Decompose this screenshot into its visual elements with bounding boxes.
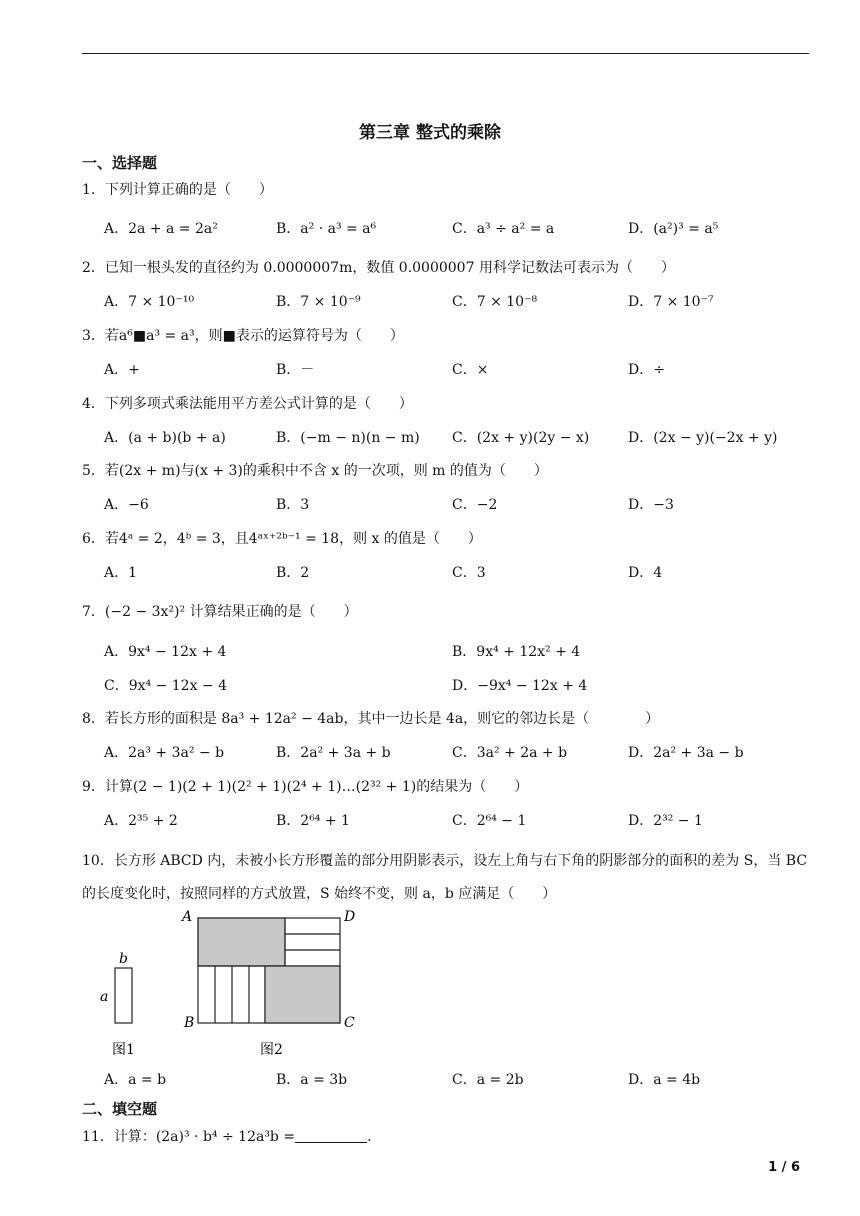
option-10c: C．a = 2b (452, 1072, 524, 1088)
option-6d: D．4 (628, 565, 663, 581)
question-11-stem: 11．计算：(2a)³ · b⁴ ÷ 12a³b = (82, 1129, 296, 1145)
corner-a-label: A (182, 909, 193, 925)
option-3b: B．－ (276, 362, 315, 378)
fig1-a-label: a (100, 989, 109, 1005)
option-3d: D．÷ (628, 362, 665, 378)
question-5: 5．若(2x + m)与(x + 3)的乘积中不含 x 的一次项，则 m 的值为（ ） (82, 463, 548, 479)
page-number: 1 / 6 (768, 1160, 800, 1175)
option-10d: D．a = 4b (628, 1072, 701, 1088)
question-10: 10．长方形 ABCD 内，未被小长方形覆盖的部分用阴影表示，设左上角与右下角的阴影部分的面积的差为 S，当 BC 的长度变化时，按照同样的方式放置，S 始终不变，则 a，b 应满足（ ） (82, 853, 808, 902)
option-5d: D．−3 (628, 497, 674, 513)
fig1-small-rectangle (115, 968, 132, 1023)
option-4a: A．(a + b)(b + a) (104, 430, 226, 446)
fig1-b-label: b (119, 951, 128, 967)
option-5a: A．−6 (104, 497, 149, 513)
option-9b: B．2⁶⁴ + 1 (276, 813, 350, 829)
fig2-shaded-top-left (198, 918, 285, 966)
option-2d: D．7 × 10⁻⁷ (628, 294, 714, 310)
option-3c: C．× (452, 362, 489, 378)
option-1c: C．a³ ÷ a² = a (452, 221, 555, 237)
question-11: 11．计算：(2a)³ · b⁴ ÷ 12a³b = . (82, 1129, 372, 1145)
option-1b: B．a² · a³ = a⁶ (276, 221, 377, 237)
option-1a: A．2a + a = 2a² (104, 221, 218, 237)
option-3a: A．+ (104, 362, 140, 378)
rectangle-figure (98, 906, 378, 1066)
section-heading-fill: 二、填空题 (82, 1100, 158, 1118)
corner-d-label: D (344, 909, 356, 925)
option-8a: A．2a³ + 3a² − b (104, 745, 225, 761)
option-6a: A．1 (104, 565, 138, 581)
corner-c-label: C (344, 1015, 355, 1031)
question-8: 8．若长方形的面积是 8a³ + 12a² − 4ab，其中一边长是 4a，则它的邻边长是（ ） (82, 711, 660, 727)
answer-blank[interactable] (295, 1128, 367, 1143)
question-1: 1．下列计算正确的是（ ） (82, 182, 273, 198)
page-title: 第三章 整式的乘除 (359, 123, 501, 143)
option-9d: D．2³² − 1 (628, 813, 703, 829)
option-5b: B．3 (276, 497, 310, 513)
option-7d: D．−9x⁴ − 12x + 4 (452, 678, 588, 694)
option-2c: C．7 × 10⁻⁸ (452, 294, 538, 310)
corner-b-label: B (184, 1015, 195, 1031)
fig1-caption: 图1 (112, 1042, 135, 1058)
option-2a: A．7 × 10⁻¹⁰ (104, 294, 195, 310)
option-6b: B．2 (276, 565, 310, 581)
option-2b: B．7 × 10⁻⁹ (276, 294, 361, 310)
option-7b: B．9x⁴ + 12x² + 4 (452, 644, 581, 660)
question-3: 3．若a⁶■a³ = a³，则■表示的运算符号为（ ） (82, 328, 404, 344)
option-8d: D．2a² + 3a − b (628, 745, 744, 761)
fig2-caption: 图2 (260, 1042, 283, 1058)
option-7a: A．9x⁴ − 12x + 4 (104, 644, 227, 660)
section-heading-choice: 一、选择题 (82, 154, 158, 172)
question-7: 7．(−2 − 3x²)² 计算结果正确的是（ ） (82, 604, 358, 620)
question-9: 9．计算(2 − 1)(2 + 1)(2² + 1)(2⁴ + 1)…(2³² + 1)的结果为（ ） (82, 779, 529, 795)
option-10a: A．a = b (104, 1072, 167, 1088)
question-6: 6．若4ᵃ = 2，4ᵇ = 3，且4ᵃˣ⁺²ᵇ⁻¹ = 18，则 x 的值是（ ） (82, 531, 482, 547)
option-4b: B．(−m − n)(n − m) (276, 430, 420, 446)
fig2-shaded-bottom-right (265, 966, 340, 1023)
option-9a: A．2³⁵ + 2 (104, 813, 178, 829)
question-2: 2．已知一根头发的直径约为 0.0000007m，数值 0.0000007 用科学记数法可表示为（ ） (82, 260, 675, 276)
header-rule (82, 53, 809, 54)
option-4c: C．(2x + y)(2y − x) (452, 430, 590, 446)
option-6c: C．3 (452, 565, 486, 581)
question-4: 4．下列多项式乘法能用平方差公式计算的是（ ） (82, 396, 413, 412)
option-4d: D．(2x − y)(−2x + y) (628, 430, 778, 446)
option-8c: C．3a² + 2a + b (452, 745, 568, 761)
option-7c: C．9x⁴ − 12x − 4 (104, 678, 228, 694)
option-10b: B．a = 3b (276, 1072, 348, 1088)
option-5c: C．−2 (452, 497, 498, 513)
option-9c: C．2⁶⁴ − 1 (452, 813, 527, 829)
option-8b: B．2a² + 3a + b (276, 745, 391, 761)
option-1d: D．(a²)³ = a⁵ (628, 221, 719, 237)
